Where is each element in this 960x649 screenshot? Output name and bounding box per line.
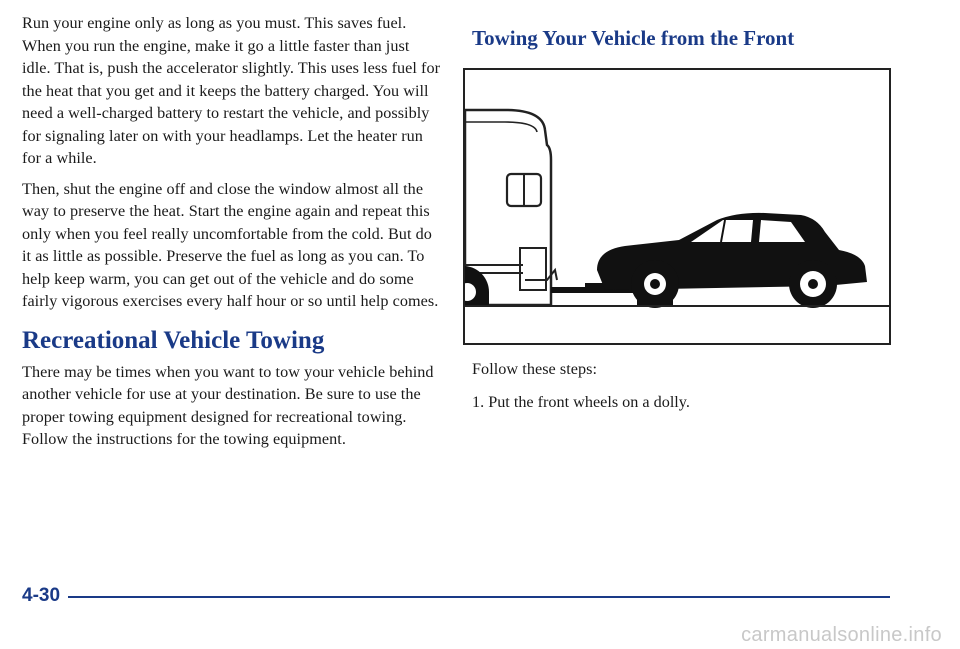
paragraph-shut-engine: Then, shut the engine off and close the window almost all the way to preserve the heat. Start the engine again and repeat this only when you feel really uncomfortable from the cold. But do it as little as possible. Preserve the fuel as long as you can. To help keep warm, you can get out of the vehicle and do some fairly vigorous exercises every half hour or so until help comes.	[22, 179, 439, 310]
left-column	[22, 12, 442, 459]
towing-steps	[472, 358, 902, 413]
recreational-towing-heading: Recreational Vehicle Towing	[22, 326, 325, 354]
footer-rule	[68, 596, 890, 598]
page-number: 4-30	[22, 585, 61, 606]
steps-intro: Follow these steps:	[472, 360, 598, 378]
rv-towing-car-icon	[465, 70, 889, 343]
towing-illustration	[463, 68, 891, 345]
steps-list	[472, 391, 902, 414]
page-footer	[22, 585, 890, 609]
right-column-header	[472, 26, 902, 51]
paragraph-run-engine: Run your engine only as long as you must. This saves fuel. When you run the engine, make it go a little faster than just idle. That is, push the accelerator slightly. This uses less fuel for the heat that you get and it keeps the battery charged. You will need a well-charged battery to restart the vehicle, and possibly for signaling later on with your headlamps. Let the heater run for a while.	[22, 14, 441, 167]
paragraph-recreational-towing: There may be times when you want to tow your vehicle behind another vehicle for use at your destination. Be sure to use the proper towing equipment designed for recreational towing. Follow the instructions for the towing equipment.	[22, 362, 434, 448]
step-item-1: 1. Put the front wheels on a dolly.	[472, 392, 690, 411]
watermark: carmanualsonline.info	[741, 624, 942, 646]
towing-front-heading: Towing Your Vehicle from the Front	[472, 26, 795, 50]
